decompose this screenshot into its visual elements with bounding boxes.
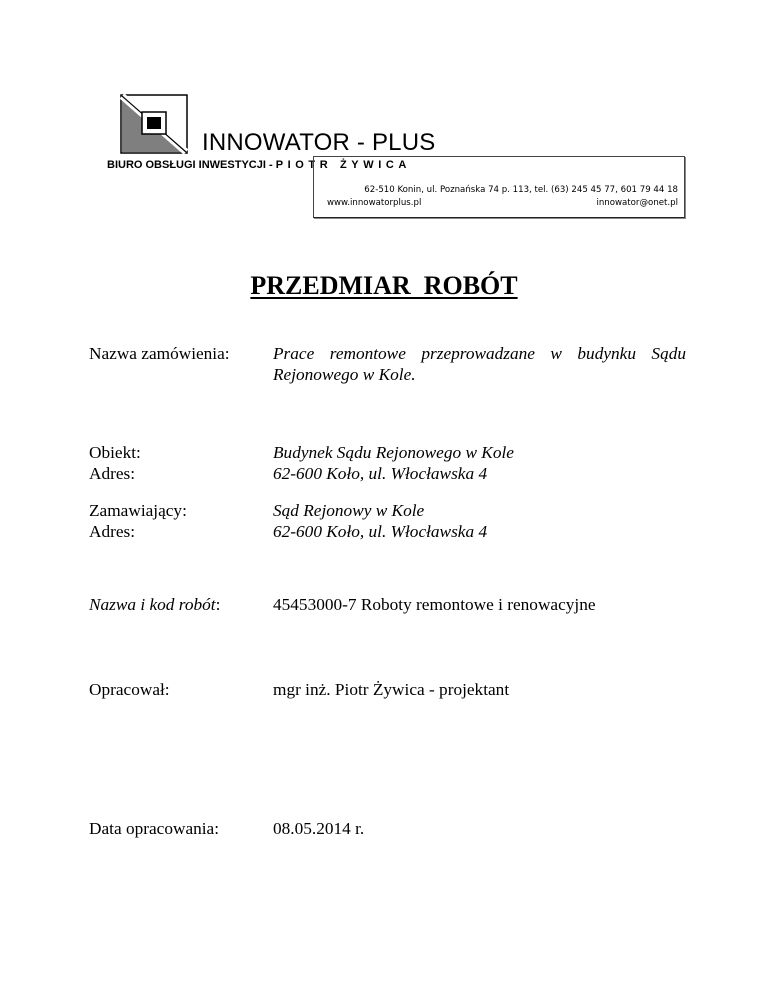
object-address-value: 62-600 Koło, ul. Włocławska 4	[273, 464, 488, 483]
object-address-label: Adres:	[89, 464, 136, 483]
document-title-text: PRZEDMIAR ROBÓT	[250, 271, 518, 300]
order-name-value-line2: Rejonowego w Kole.	[273, 365, 416, 384]
works-code-label-colon: :	[215, 595, 221, 614]
client-label: Zamawiający:	[89, 501, 187, 520]
email-link[interactable]: innowator@onet.pl	[596, 198, 678, 208]
order-name-value-line1: Prace remontowe przeprowadzane w budynku Sądu	[273, 344, 686, 363]
contact-address: 62-510 Konin, ul. Poznańska 74 p. 113, tel. (63) 245 45 77, 601 79 44 18	[364, 185, 678, 195]
date-value: 08.05.2014 r.	[273, 819, 365, 838]
company-name: INNOWATOR - PLUS	[202, 129, 436, 156]
client-value: Sąd Rejonowy w Kole	[273, 501, 425, 520]
contact-box	[313, 156, 685, 218]
order-name-value	[273, 343, 686, 385]
tagline-owner: PIOTR ŻYWICA	[275, 159, 411, 171]
object-value: Budynek Sądu Rejonowego w Kole	[273, 443, 514, 462]
works-code-value: 45453000-7 Roboty remontowe i renowacyjne	[273, 595, 596, 614]
object-label: Obiekt:	[89, 443, 141, 462]
date-label: Data opracowania:	[89, 819, 220, 838]
document-title	[0, 271, 768, 301]
client-address-value: 62-600 Koło, ul. Włocławska 4	[273, 522, 488, 541]
works-code-label-text: Nazwa i kod robót	[89, 595, 216, 614]
prepared-by-label: Opracował:	[89, 680, 170, 699]
works-code-label	[89, 594, 264, 615]
prepared-by-value: mgr inż. Piotr Żywica - projektant	[273, 680, 510, 699]
client-address-label: Adres:	[89, 522, 136, 541]
website-link[interactable]: www.innowatorplus.pl	[327, 198, 422, 208]
tagline-prefix: BIURO OBSŁUGI INWESTYCJI -	[107, 159, 276, 171]
order-name-label: Nazwa zamówienia:	[89, 344, 230, 363]
square-diagonal-logo-icon	[120, 94, 188, 154]
